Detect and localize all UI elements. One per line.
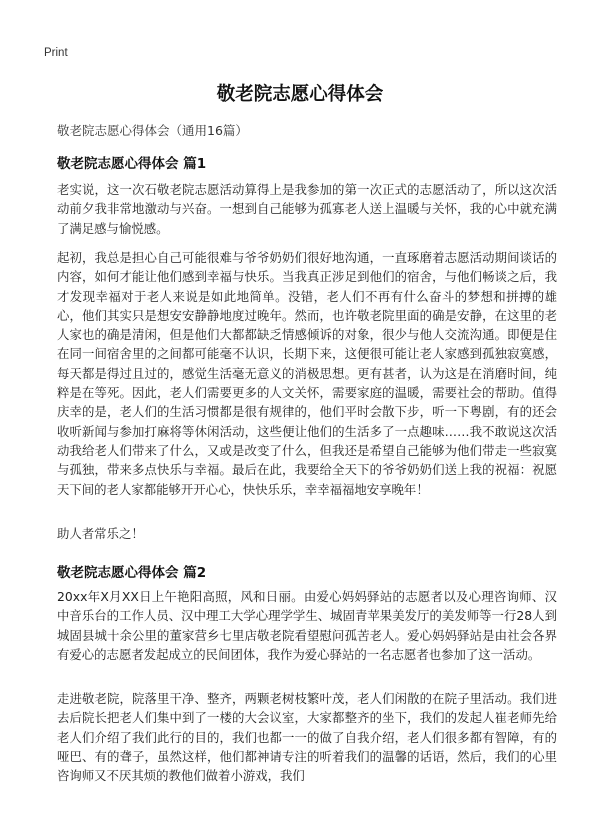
paragraph: 走进敬老院，院落里干净、整齐，两颗老树枝繁叶茂，老人们闲散的在院子里活动。我们进去后院长把老人们集中到了一楼的大会议室，大家都整齐的坐下，我们的发起人崔老师先给老人们介绍了我们此行的目的，我们也都一一的做了自我介绍，老人们很多都有智障，有的哑巴、有的聋子，虽然这样，他们都神请专注的听着我们的温馨的话语，然后，我们的心里咨询师又不厌其烦的教他们做着小游戏，我们 — [57, 691, 557, 784]
section-heading: 敬老院志愿心得体会 篇2 — [57, 565, 207, 581]
section-heading: 敬老院志愿心得体会 篇1 — [57, 156, 207, 172]
print-link[interactable]: Print — [44, 47, 68, 59]
paragraph: 20xx年X月XX日上午艳阳高照，风和日丽。由爱心妈妈驿站的志愿者以及心理咨询师、汉中音乐台的工作人员、汉中理工大学心理学学生、城固青苹果美发厅的美发师等一行28人到城固县城十余公里的董家营乡七里店敬老院看望慰问孤苦老人。爱心妈妈驿站是由社会各界有爱心的志愿者发起成立的民间团体，我作为爱心驿站的一名志愿者也参加了这一活动。 — [57, 589, 557, 662]
paragraph: 助人者常乐之！ — [57, 526, 144, 541]
paragraph: 起初，我总是担心自己可能很难与爷爷奶奶们很好地沟通，一直琢磨着志愿活动期间谈话的内容，如何才能让他们感到幸福与快乐。当我真正涉足到他们的宿舍，与他们畅谈之后，我才发现幸福对于老人来说是如此地简单。没错，老人们不再有什么奋斗的梦想和拼搏的雄心，他们其实只是想安安静静地度过晚年。然而，也许敬老院里面的确是安静，在这里的老人家也的确是清闲，但是他们大都都缺乏情感倾诉的对象，很少与他人交流沟通。即便是住在同一间宿舍里的之间都可能毫不认识，长期下来，这便很可能让老人家感到孤独寂寞感，每天都是得过且过的，感觉生活毫无意义的消极思想。更有甚者，认为这是在消磨时间，纯粹是在等死。因此，老人们需要更多的人文关怀，需要家庭的温暖，需要社会的帮助。值得庆幸的是，老人们的生活习惯都是很有规律的，他们平时会散下步，听一下粤剧，有的还会收听新闻与参加打麻将等休闲活动，这些便让他们的生活多了一点趣味……我不敢说这次活动我给老人们带来了什么，又或是改变了什么，但我还是希望自己能够为他们带走一些寂寞与孤独，带来多点快乐与幸福。最后在此，我要给全天下的爷爷奶奶们送上我的祝福：祝愿天下间的老人家都能够开开心心，快快乐乐，幸幸福福地安享晚年！ — [57, 250, 557, 497]
paragraph: 老实说，这一次石敬老院志愿活动算得上是我参加的第一次正式的志愿活动了，所以这次活动前夕我非常地激动与兴奋。一想到自己能够为孤寡老人送上温暖与关怀，我的心中就充满了满足感与愉悦感。 — [57, 182, 557, 236]
page-title: 敬老院志愿心得体会 — [216, 84, 384, 105]
document-subtitle: 敬老院志愿心得体会（通用16篇） — [57, 123, 248, 138]
